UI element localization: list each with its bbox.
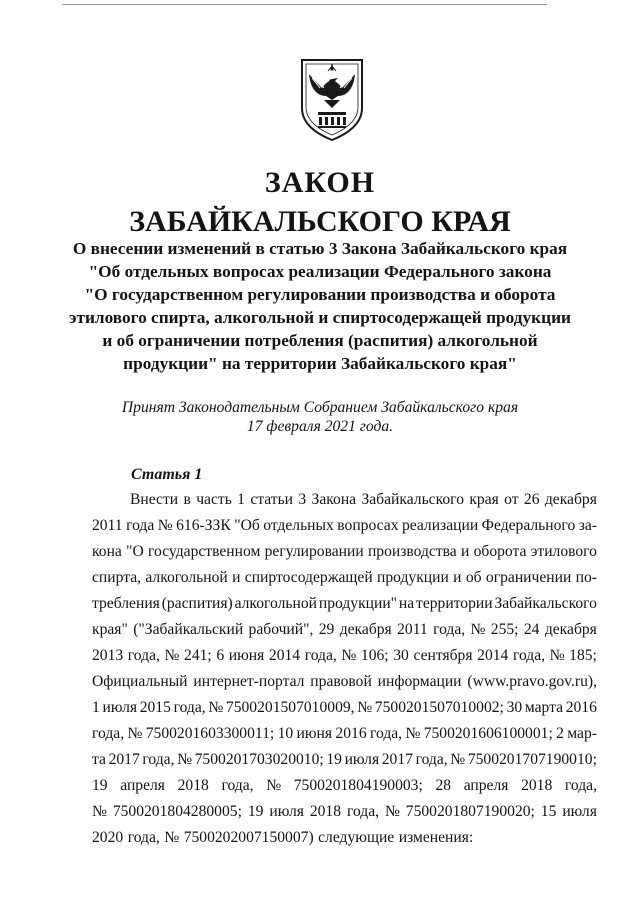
- subtitle-line: продукции" на территории Забайкальского края": [123, 354, 517, 373]
- top-divider: [62, 4, 547, 5]
- adoption-note: [0, 398, 640, 436]
- subtitle-line: и об ограничении потребления (распития) алкогольной: [102, 331, 538, 350]
- subtitle-line: О внесении изменений в статью 3 Закона Забайкальского края: [72, 239, 568, 258]
- body-line: Официальный интернет-портал правовой информации (www.pravo.gov.ru),: [92, 673, 597, 690]
- adoption-line: Принят Законодательным Собранием Забайкальского края: [121, 399, 519, 416]
- law-subtitle: [0, 237, 640, 375]
- subtitle-line: этилового спирта, алкогольной и спиртосодержащей продукции: [68, 308, 571, 327]
- coat-of-arms-icon: [298, 58, 366, 142]
- article-body: [92, 487, 597, 851]
- body-line: 2013 года, № 241; 6 июня 2014 года, № 106; 30 сентября 2014 года, № 185;: [92, 647, 597, 664]
- body-line: 2011 года № 616-ЗЗК "Об отдельных вопросах реализации Федерального за-: [92, 517, 597, 534]
- body-line: 2020 года, № 7500202007150007) следующие изменения:: [92, 829, 474, 846]
- body-line: требления (распития) алкогольной продукции" на территории Забайкальского: [92, 595, 597, 612]
- body-line: спирта, алкогольной и спиртосодержащей продукции и об ограничении по-: [92, 569, 597, 586]
- adoption-date: 17 февраля 2021 года.: [246, 418, 394, 435]
- body-line: края" ("Забайкальский рабочий", 29 декабря 2011 года, № 255; 24 декабря: [92, 621, 597, 638]
- body-line: 1 июля 2015 года, № 7500201507010009, № 7500201507010002; 30 марта 2016: [92, 699, 597, 716]
- body-line: № 7500201804280005; 19 июля 2018 года, № 7500201807190020; 15 июля: [92, 803, 597, 820]
- law-title: ЗАКОН: [264, 166, 376, 199]
- body-line: Внести в часть 1 статьи 3 Закона Забайкальского края от 26 декабря: [130, 491, 597, 508]
- body-line: кона "О государственном регулировании производства и оборота этилового: [92, 543, 597, 560]
- subtitle-line: "О государственном регулировании производства и оборота: [84, 285, 556, 304]
- article-heading: Статья 1: [131, 466, 203, 483]
- subtitle-line: "Об отдельных вопросах реализации Федерального закона: [88, 262, 552, 281]
- body-line: та 2017 года, № 7500201703020010; 19 июля 2017 года, № 7500201707190010;: [92, 751, 597, 768]
- body-line: 19 апреля 2018 года, № 7500201804190003; 28 апреля 2018 года,: [92, 777, 597, 794]
- body-line: года, № 7500201603300011; 10 июня 2016 года, № 7500201606100001; 2 мар-: [92, 725, 597, 742]
- law-region-title: ЗАБАЙКАЛЬСКОГО КРАЯ: [129, 205, 511, 238]
